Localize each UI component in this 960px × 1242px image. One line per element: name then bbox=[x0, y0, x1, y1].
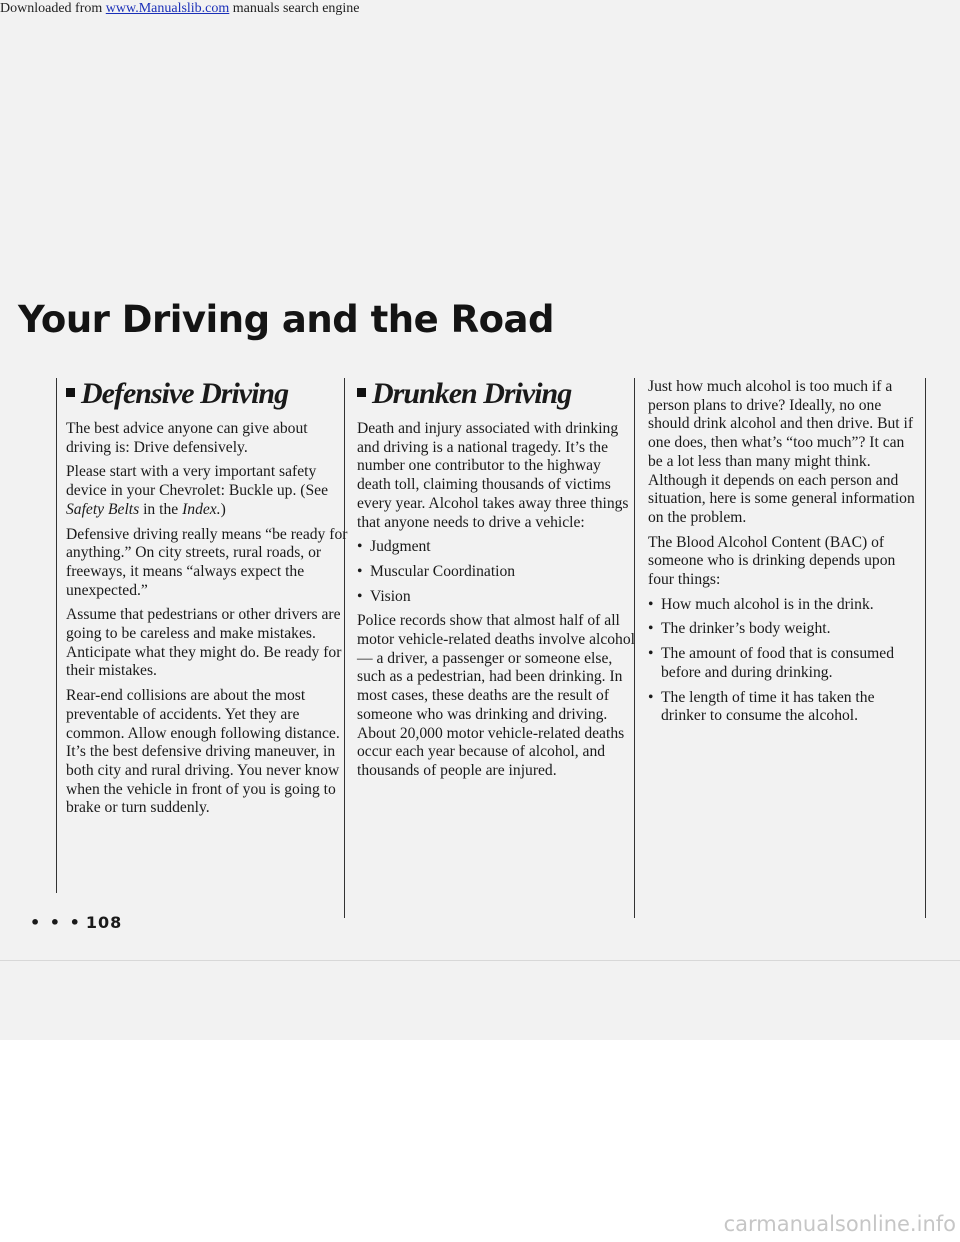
paragraph: Police records show that almost half of all motor vehicle-related deaths involve alcohol — a driver, a passenger or someone else, such as a pedestrian, had been drinking. In most cases, these deaths are the result of someone who was drinking and driving. About 20,000 motor vehicle-related deaths occur each year because of alcohol, and thousands of people are injured. bbox=[357, 612, 635, 779]
list-item: • The drinker’s body weight. bbox=[648, 620, 831, 638]
alcohol-info-section bbox=[648, 378, 920, 732]
bullet-icon: • bbox=[357, 562, 363, 580]
watermark: carmanualsonline.info bbox=[723, 1212, 956, 1236]
list-item: • The amount of food that is consumed before and during drinking. bbox=[648, 645, 894, 681]
paragraph: Death and injury associated with drinking and driving is a national tragedy. It’s the number one contributor to the highway death toll, claiming thousands of victims every year. Alcohol takes away three things that anyone needs to drive a vehicle: bbox=[357, 420, 629, 531]
bullet-icon: • bbox=[648, 620, 654, 638]
download-suffix: manuals search engine bbox=[229, 1, 360, 16]
page-number: 108 bbox=[85, 913, 123, 932]
paragraph: The Blood Alcohol Content (BAC) of someone who is drinking depends upon four things: bbox=[648, 533, 896, 589]
paragraph: Just how much alcohol is too much if a person plans to drive? Ideally, no one should drink alcohol and then drive. But if one does, then what’s “too much”? It can be a lot less than many might think. Although it depends on each person and situation, here is some general information on the problem. bbox=[648, 378, 915, 526]
bottom-rule bbox=[0, 960, 960, 961]
list-item: • Judgment bbox=[357, 538, 431, 556]
list-item: • The length of time it has taken the drinker to consume the alcohol. bbox=[648, 688, 875, 725]
bullet-icon: • bbox=[357, 587, 363, 605]
list-item: • Muscular Coordination bbox=[357, 562, 516, 580]
column-divider-far-right bbox=[925, 378, 926, 918]
bullet-icon: • bbox=[648, 645, 654, 663]
page-title: Your Driving and the Road bbox=[18, 298, 554, 341]
paragraph: Rear-end collisions are about the most preventable of accidents. Yet they are common. Allow enough following distance. It’s the best defensive driving maneuver, in both city and rural driving. You never know when the vehicle in front of you is going to brake or turn suddenly. bbox=[66, 687, 340, 817]
heading-square-icon bbox=[66, 388, 75, 397]
bullet-icon: • bbox=[357, 538, 363, 556]
index-ref: Index. bbox=[182, 500, 221, 518]
download-prefix: Downloaded from bbox=[0, 1, 106, 16]
download-banner bbox=[0, 1, 960, 17]
column-divider-left bbox=[56, 378, 57, 893]
heading-square-icon bbox=[357, 388, 366, 397]
page-footer bbox=[30, 913, 122, 932]
drunken-driving-section bbox=[357, 378, 635, 787]
list-item: • Vision bbox=[357, 587, 411, 605]
section-heading-drunken-driving: Drunken Driving bbox=[357, 378, 635, 410]
paragraph: The best advice anyone can give about driving is: Drive defensively. bbox=[66, 420, 308, 456]
footer-dots: • • • bbox=[30, 913, 82, 932]
defensive-driving-section bbox=[66, 378, 351, 824]
list-item: • How much alcohol is in the drink. bbox=[648, 595, 874, 613]
manualslib-link[interactable]: www.Manualslib.com bbox=[105, 1, 230, 16]
paragraph-safety-belts: Please start with a very important safety device in your Chevrolet: Buckle up. (See Safety Belts in the Index.) bbox=[66, 463, 328, 518]
paragraph: Assume that pedestrians or other drivers are going to be careless and make mistakes. Anticipate what they might do. Be ready for their mistakes. bbox=[66, 606, 342, 680]
paragraph: Defensive driving really means “be ready for anything.” On city streets, rural roads, or freeways, it means “always expect the unexpected.” bbox=[66, 525, 348, 599]
bullet-icon: • bbox=[648, 595, 654, 613]
bullet-icon: • bbox=[648, 688, 654, 706]
section-heading-defensive-driving: Defensive Driving bbox=[66, 378, 351, 410]
safety-belts-ref: Safety Belts bbox=[66, 500, 140, 518]
